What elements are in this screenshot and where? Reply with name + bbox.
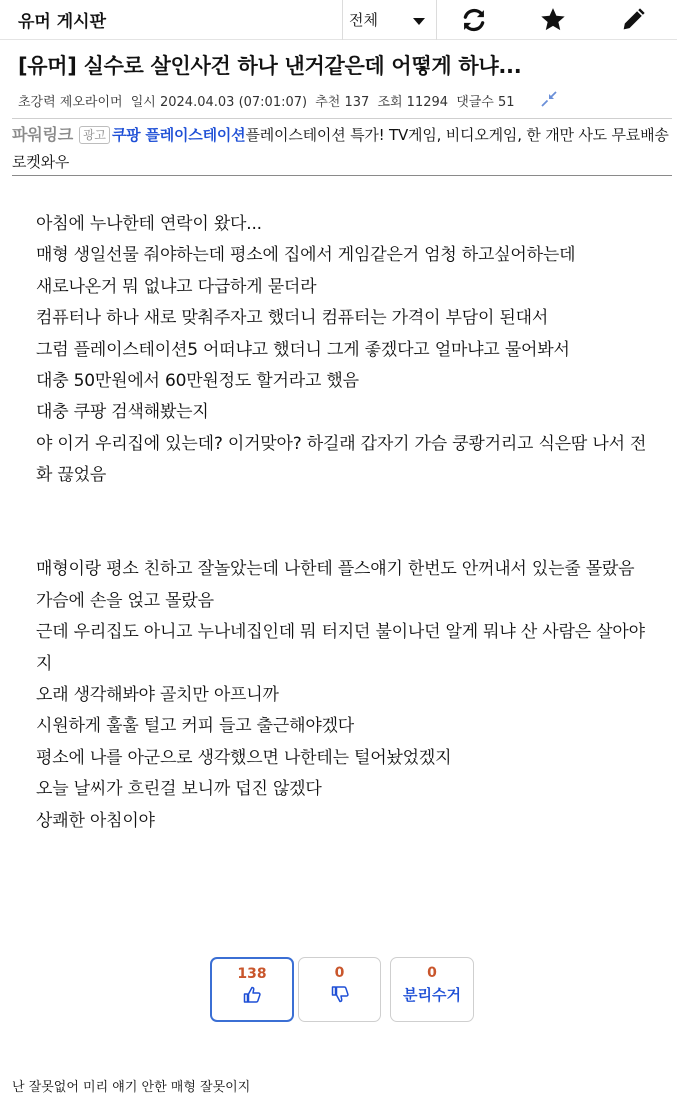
- content-line: 아침에 누나한테 연락이 왔다...: [36, 214, 262, 234]
- image-caption: 난 잘못없어 미리 얘기 안한 매형 잘못이지: [12, 1080, 251, 1095]
- board-title[interactable]: 유머 게시판: [18, 12, 107, 32]
- content-line: 야 이거 우리집에 있는데? 이거맞아? 하길래 갑자기 가슴 쿵쾅거리고 식은땀 나서 전화 끊었음: [36, 433, 647, 486]
- content-line: 가슴에 손을 얹고 몰랐음: [36, 590, 214, 611]
- shrink-icon[interactable]: [540, 90, 558, 108]
- post-content: [36, 209, 656, 837]
- content-line: 매형 생일선물 줘야하는데 평소에 집에서 게임같은거 엄청 하고싶어하는데: [36, 245, 576, 266]
- upvote-button[interactable]: [210, 957, 294, 1022]
- post-date: 일시 2024.04.03 (07:01:07): [130, 95, 308, 110]
- content-line: 매형이랑 평소 친하고 잘놀았는데 나한테 플스얘기 한번도 안꺼내서 있는줄 몰랐음: [36, 559, 635, 580]
- recommend-count: 추천 137: [315, 95, 370, 110]
- content-line: 상쾌한 아침이야: [36, 810, 155, 831]
- star-icon[interactable]: [539, 6, 567, 34]
- ad-label: 파워링크: [12, 125, 74, 144]
- content-line: 오늘 날씨가 흐린걸 보니까 덥진 않겠다: [36, 779, 322, 800]
- separate-button[interactable]: [390, 957, 474, 1022]
- content-line: 대충 쿠팡 검색해봤는지: [36, 402, 209, 423]
- content-line: 컴퓨터나 하나 새로 맞춰주자고 했더니 컴퓨터는 가격이 부담이 된대서: [36, 308, 549, 329]
- ad-text: 플레이스테이션 특가! TV게임, 비디오게임, 한 개만 사도 무료배송 로켓와우: [12, 126, 669, 171]
- refresh-icon[interactable]: [460, 6, 488, 34]
- separate-label: 분리수거: [403, 986, 461, 1004]
- ad-banner[interactable]: [12, 118, 672, 176]
- downvote-button[interactable]: [298, 957, 381, 1022]
- view-count: 조회 11294: [377, 95, 449, 110]
- pencil-icon[interactable]: [619, 6, 647, 34]
- upvote-count: 138: [237, 966, 267, 982]
- content-line: 근데 우리집도 아니고 누나네집인데 뭐 터지던 불이나던 알게 뭐냐 산 사람은 살아야지: [36, 622, 645, 674]
- filter-value: 전체: [349, 11, 378, 29]
- content-line: 오래 생각해봐야 골치만 아프니까: [36, 685, 279, 706]
- content-line: 그럼 플레이스테이션5 어떠냐고 했더니 그게 좋겠다고 얼마냐고 물어봐서: [36, 339, 570, 360]
- post-meta: [18, 91, 519, 110]
- content-line: 평소에 나를 아군으로 생각했으면 나한테는 털어놨었겠지: [36, 747, 452, 768]
- thumbs-up-icon: [242, 985, 262, 1005]
- paragraph-gap: [36, 492, 656, 555]
- content-line: 시원하게 훌훌 털고 커피 들고 출근해야겠다: [36, 716, 355, 737]
- top-bar: [0, 0, 677, 40]
- filter-select[interactable]: [342, 0, 437, 40]
- downvote-count: 0: [334, 965, 345, 981]
- thumbs-down-icon: [330, 984, 350, 1004]
- separate-count: 0: [427, 965, 437, 981]
- content-line: 대충 50만원에서 60만원정도 할거라고 했음: [36, 371, 359, 392]
- author-name[interactable]: 초강력 제오라이머: [18, 95, 123, 110]
- comment-count: 댓글수 51: [456, 95, 515, 110]
- caret-down-icon: [413, 18, 425, 25]
- ad-badge: 광고: [79, 126, 110, 144]
- post-title: [유머] 실수로 살인사건 하나 낸거같은데 어떻게 하냐...: [18, 54, 522, 78]
- content-line: 새로나온거 뭐 없냐고 다급하게 묻더라: [36, 276, 317, 297]
- ad-advertiser-link[interactable]: 쿠팡 플레이스테이션: [111, 126, 246, 144]
